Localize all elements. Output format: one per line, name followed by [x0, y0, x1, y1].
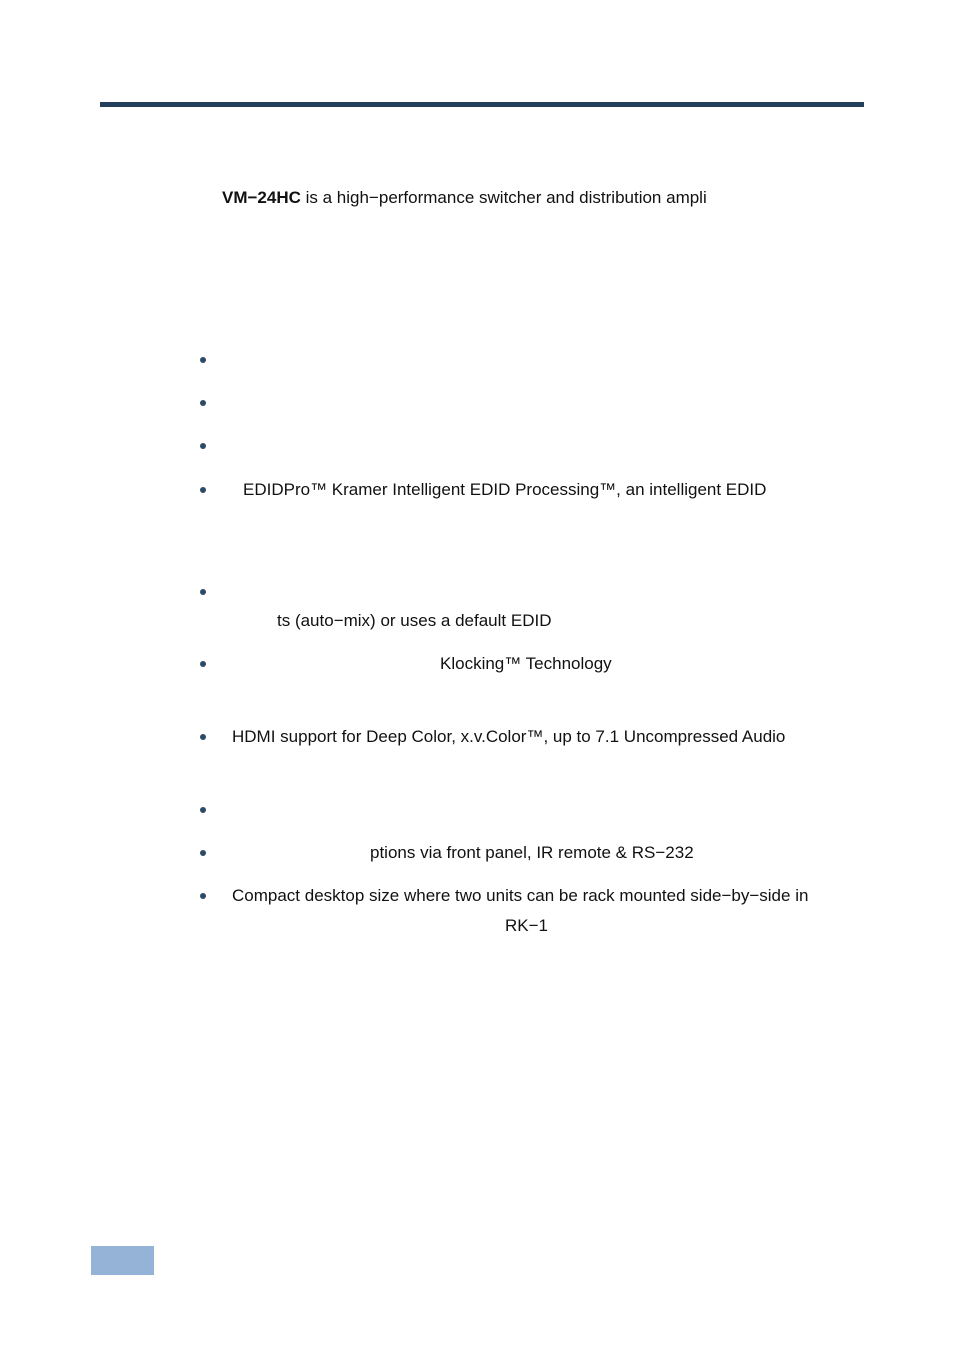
- feature-hdmi: HDMI support for Deep Color, x.v.Color™, up to 7.1 Uncompressed Audio: [232, 727, 786, 746]
- feature-edid: EDIDPro™ Kramer Intelligent EDID Processing™, an intelligent EDID: [243, 480, 767, 499]
- bullet-icon: [200, 893, 206, 899]
- intro-text: is a high−performance switcher and distribution ampli: [300, 188, 707, 207]
- bullet-icon: [200, 734, 206, 740]
- bullet-icon: [200, 357, 206, 363]
- header-rule: [100, 102, 864, 107]
- product-model: VM−24HC: [222, 188, 301, 207]
- bullet-icon: [200, 487, 206, 493]
- feature-control-options: ptions via front panel, IR remote & RS−232: [370, 843, 694, 862]
- bullet-icon: [200, 443, 206, 449]
- bullet-icon: [200, 589, 206, 595]
- feature-compact: Compact desktop size where two units can be rack mounted side−by−side in: [232, 886, 809, 905]
- bullet-icon: [200, 850, 206, 856]
- feature-compact-continued: RK−1: [505, 916, 548, 935]
- bullet-icon: [200, 661, 206, 667]
- feature-klocking: Klocking™ Technology: [440, 654, 612, 673]
- page-number-tab: [91, 1246, 154, 1275]
- feature-edid-continued: ts (auto−mix) or uses a default EDID: [277, 611, 552, 630]
- bullet-icon: [200, 400, 206, 406]
- bullet-icon: [200, 807, 206, 813]
- intro-paragraph: [222, 187, 707, 209]
